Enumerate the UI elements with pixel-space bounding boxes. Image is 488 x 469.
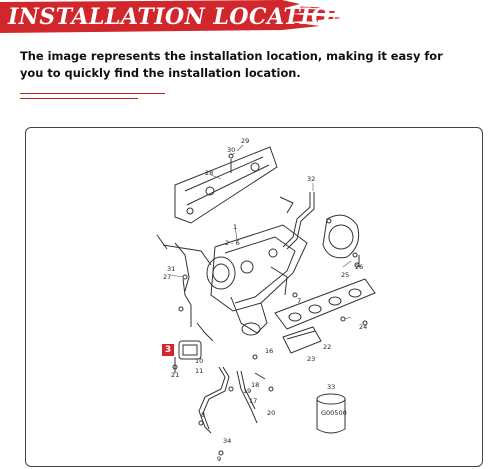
highlighted-part-label: 3 (162, 344, 174, 356)
part-label-7: 7 (297, 297, 302, 305)
part-label-22: 22 (323, 343, 332, 351)
heat-shield-part (175, 147, 277, 223)
exploded-parts-diagram (25, 127, 483, 467)
part-label-26: 26 (355, 263, 364, 271)
header-banner (0, 0, 488, 34)
exhaust-gasket-strip-part (275, 279, 375, 329)
part-label-18: 18 (251, 381, 260, 389)
part-label-9: 9 (217, 455, 222, 463)
canister-label: G00500 (321, 409, 347, 417)
part-label-27: 27 (163, 273, 172, 281)
manifold-gasket-part (323, 215, 359, 258)
part-number-labels (163, 137, 367, 463)
part-label-33: 33 (327, 383, 336, 391)
part-label-32: 32 (307, 175, 316, 183)
part-label-19: 19 (243, 387, 252, 395)
part-label-2-6: 2 - 6 (225, 239, 240, 247)
page-title: INSTALLATION LOCATION (8, 4, 352, 30)
part-label-21: 21 (171, 371, 180, 379)
part-label-10: 10 (195, 357, 204, 365)
description-text: The image represents the installation location, making it easy for you to quickly find the installation location. (20, 49, 443, 80)
part-label-30: 30 (227, 146, 236, 154)
part-label-29: 29 (241, 137, 250, 145)
part-label-17: 17 (249, 397, 258, 405)
part-label-34: 34 (223, 437, 232, 445)
mounting-bracket-part (283, 327, 321, 353)
oil-line-part (183, 279, 265, 433)
part-label-31: 31 (167, 265, 176, 273)
part-label-11: 11 (195, 367, 204, 375)
divider-line-short (20, 98, 138, 99)
part-label-25: 25 (341, 271, 350, 279)
part-label-23: 23 (307, 355, 316, 363)
part-label-24: 24 (359, 323, 368, 331)
part-label-20: 20 (267, 409, 276, 417)
divider-line (20, 93, 165, 94)
part-label-28: 28 (205, 169, 214, 177)
coolant-pipe-part (280, 192, 314, 249)
part-label-16: 16 (265, 347, 274, 355)
part-label-1: 1 (233, 223, 238, 231)
part-label-8: 8 (201, 411, 206, 419)
